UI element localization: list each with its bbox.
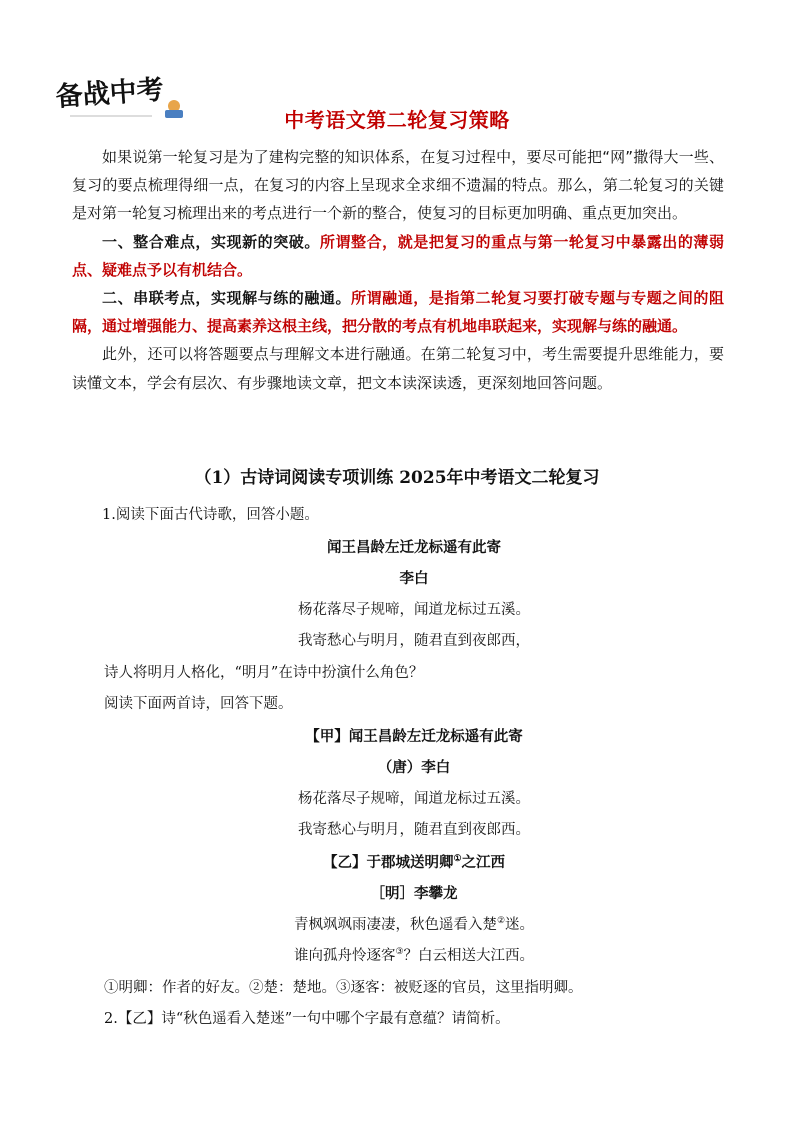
- intro-paragraph-2: [72, 228, 724, 284]
- poem-yi-line-2-part-1: 谁向孤舟怜逐客: [293, 948, 396, 964]
- poem-yi-title: [104, 847, 724, 879]
- q1-poem-line-2: 我寄愁心与明月，随君直到夜郎西，: [298, 633, 530, 649]
- poem-yi-title-part-2: 之江西: [461, 853, 506, 871]
- intro-paragraph-4: 此外，还可以将答题要点与理解文本进行融通。在第二轮复习中，考生需要提升思维能力，要读懂文本，学会有层次、有步骤地读文章，把文本读深读透，更深刻地回答问题。: [72, 345, 724, 392]
- q2-question: 2.【乙】诗“秋色遥看入楚迷”一句中哪个字最有意蕴？请简析。: [104, 1011, 510, 1027]
- strategy-intro: [72, 143, 724, 397]
- poem-yi-title-part-1: 【乙】于郡城送明卿: [322, 853, 454, 871]
- exercise-body: [104, 500, 724, 1036]
- poem-jia-line-2: 我寄愁心与明月，随君直到夜郎西。: [298, 822, 530, 838]
- q1-poem-author: 李白: [399, 570, 429, 587]
- logo-text: 备战中考: [54, 74, 165, 113]
- intro-paragraph-1: 如果说第一轮复习是为了建构完整的知识体系，在复习过程中，要尽可能把“网”撒得大一些、复习的要点梳理得细一点，在复习的内容上呈现求全求细不遗漏的特点。那么，第二轮复习的关键是对第一轮复习梳理出来的考点进行一个新的整合，使复习的目标更加明确、重点更加突出。: [72, 148, 724, 223]
- q1-prompt: 1.阅读下面古代诗歌，回答小题。: [102, 507, 319, 523]
- point-1-heading: 一、整合难点，实现新的突破。: [102, 232, 320, 251]
- footnote-mark-2: ②: [496, 915, 506, 926]
- poem-yi-line-1-part-1: 青枫飒飒雨凄凄，秋色遥看入楚: [293, 916, 497, 933]
- poem-jia-title: 【甲】闻王昌龄左迁龙标遥有此寄: [305, 727, 523, 745]
- point-2-heading: 二、串联考点，实现解与练的融通。: [102, 289, 352, 308]
- poem-notes: ①明卿：作者的好友。②楚：楚地。③逐客：被贬逐的官员，这里指明卿。: [104, 979, 583, 996]
- poem-yi-line-2: [104, 941, 724, 973]
- q1-poem-title: 闻王昌龄左迁龙标遥有此寄: [327, 538, 501, 556]
- footnote-mark-1: ①: [453, 853, 462, 864]
- poem-jia-line-1: 杨花落尽子规啼，闻道龙标过五溪。: [298, 790, 530, 807]
- q1-poem-line-1: 杨花落尽子规啼，闻道龙标过五溪。: [298, 601, 530, 618]
- footnote-mark-3: ③: [395, 947, 404, 958]
- q1-question: 诗人将明月人格化，“明月”在诗中扮演什么角色？: [104, 664, 424, 681]
- poem-yi-author: ［明］李攀龙: [370, 885, 458, 902]
- section-title: （1）古诗词阅读专项训练 2025年中考语文二轮复习: [194, 468, 600, 488]
- poem-yi-line-1-part-2: 迷。: [505, 916, 535, 933]
- poem-yi-line-1: [104, 910, 724, 942]
- q2-prompt: 阅读下面两首诗，回答下题。: [104, 696, 293, 712]
- intro-paragraph-3: [72, 284, 724, 340]
- poem-yi-line-2-part-2: ？白云相送大江西。: [403, 948, 535, 964]
- point-1-text: 所谓整合，就是把复习的重点与第一轮复习中暴露出的薄弱点、疑难点予以有机结合。: [72, 232, 724, 279]
- page-title: 中考语文第二轮复习策略: [284, 108, 510, 132]
- poem-jia-author: （唐）李白: [377, 759, 451, 776]
- point-2-text: 所谓融通，是指第二轮复习要打破专题与专题之间的阻隔，通过增强能力、提高素养这根主线，把分散的考点有机地串联起来，实现解与练的融通。: [72, 289, 724, 336]
